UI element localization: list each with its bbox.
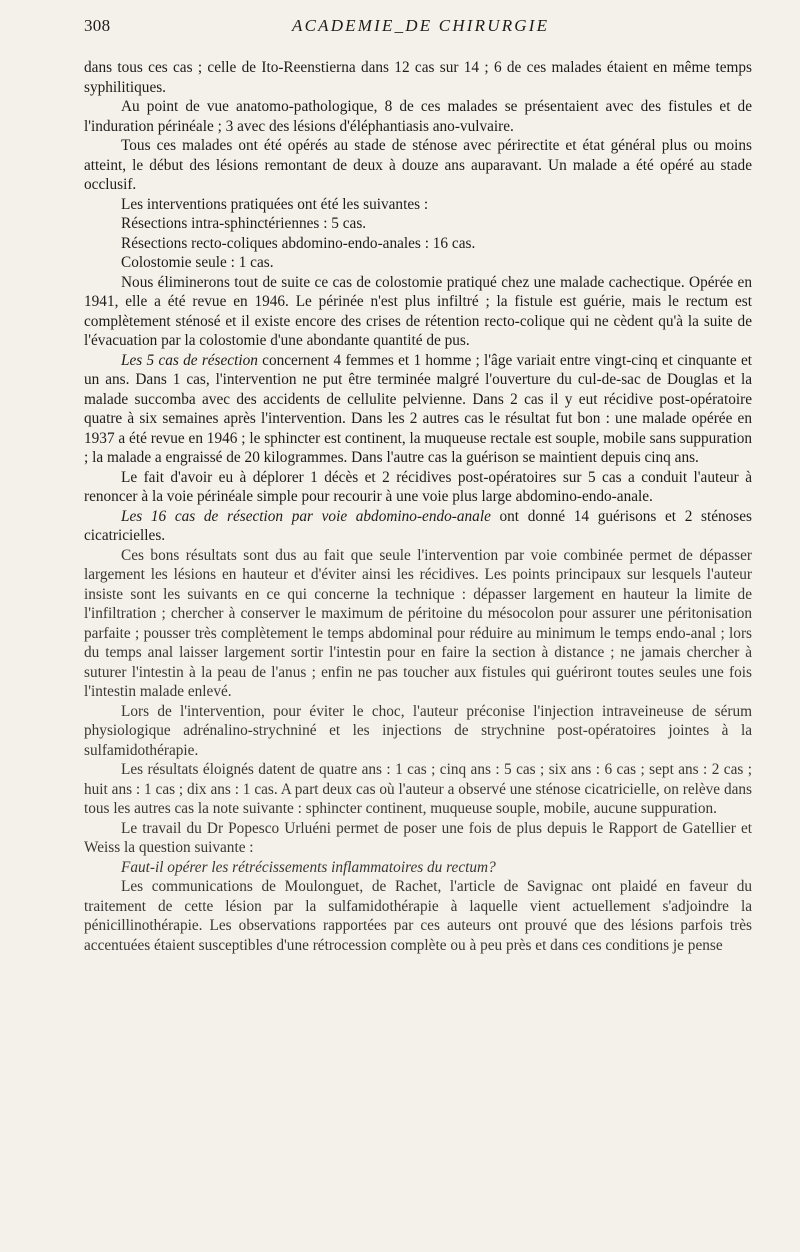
running-title: ACADEMIE_DE CHIRURGIE: [292, 16, 550, 35]
paragraph: [84, 702, 752, 761]
paragraph: [84, 546, 752, 702]
body-text: [84, 58, 752, 955]
text-segment: Les communications de Moulonguet, de Rachet, l'article de Savignac ont plaidé en faveur du traitement de cette lésion par la sulfamidothérapie à laquelle vient actuellement s'adjoindre la pénicillinothérapie. Les observations rapportées par ces auteurs ont prouvé que des lésions parfois très accentuées étaient susceptibles d'une rétrocession complète ou à peu près et dans ces conditions je pense: [84, 878, 752, 954]
page-number: 308: [84, 16, 111, 35]
paragraph: [84, 760, 752, 819]
text-segment: dans tous ces cas ; celle de Ito-Reenstierna dans 12 cas sur 14 ; 6 de ces malades étaient en même temps syphilitiques.: [84, 59, 752, 96]
list-item: [84, 253, 752, 273]
text-segment: Colostomie seule : 1 cas.: [121, 254, 274, 271]
page-header: [84, 14, 752, 44]
list-item: [84, 234, 752, 254]
paragraph: [84, 136, 752, 195]
paragraph: [84, 507, 752, 546]
text-segment: Au point de vue anatomo-pathologique, 8 de ces malades se présentaient avec des fistules et de l'induration périnéale ; 3 avec des lésions d'éléphantiasis ano-vulvaire.: [84, 98, 752, 135]
text-segment: Résections recto-coliques abdomino-endo-anales : 16 cas.: [121, 234, 476, 252]
list-item: [84, 214, 752, 234]
text-segment: Le fait d'avoir eu à déplorer 1 décès et 2 récidives post-opératoires sur 5 cas a conduit l'auteur à renoncer à la voie périnéale simple pour recourir à une voie plus large abdomino-endo-anale.: [84, 468, 752, 505]
text-segment: Ces bons résultats sont dus au fait que seule l'intervention par voie combinée permet de dépasser largement les lésions en hauteur et d'éviter ainsi les récidives. Les points principaux sur lesquels l'auteur insiste sont les suivants en ce qui concerne la technique : dépasser largement en hauteur la limite de l'infiltration ; chercher à conserver le maximum de péritoine du mésocolon pour assurer une péritonisation parfaite ; pousser très complètement le temps abdominal pour réduire au minimum le temps endo-anal ; lors du temps anal laisser largement sortir l'intestin pour en faire la section à distance ; ne jamais chercher à suturer l'intestin à la peau de l'anus ; enfin ne pas toucher aux fistules qui guériront toutes seules une fois l'intestin malade enlevé.: [84, 546, 752, 700]
text-segment: Nous éliminerons tout de suite ce cas de colostomie pratiqué chez une malade cachectique. Opérée en 1941, elle a été revue en 1946. Le périnée n'est plus infiltré ; la fistule est guérie, mais le rectum est complètement sténosé et il existe encore des crises de rétention recto-colique qui ne cèdent qu'à la suite de l'évacuation par la colostomie d'une abondante quantité de pus.: [84, 273, 752, 349]
italic-heading: Les 5 cas de résection: [121, 351, 258, 369]
text-segment: Les interventions pratiquées ont été les suivantes :: [121, 195, 429, 213]
text-segment: Résections intra-sphinctériennes : 5 cas.: [121, 215, 367, 232]
paragraph: [84, 858, 752, 878]
paragraph: [84, 58, 752, 97]
text-segment: Tous ces malades ont été opérés au stade de sténose avec périrectite et état général plus ou moins atteint, le début des lésions remontant de deux à douze ans auparavant. Un malade a été opéré au stade occlusif.: [84, 137, 752, 193]
paragraph: [84, 819, 752, 858]
italic-heading: Faut-il opérer les rétrécissements inflammatoires du rectum?: [121, 858, 496, 876]
paragraph: [84, 351, 752, 468]
paragraph: [84, 273, 752, 351]
text-segment: concernent 4 femmes et 1 homme ; l'âge variait entre vingt-cinq et cinquante et un ans. Dans 1 cas, l'intervention ne put être terminée malgré l'ouverture du cul-de-sac de Douglas et la malade succomba avec des accidents de cellulite pelvienne. Dans 2 cas il y eut récidive post-opératoire quatre à six semaines après l'intervention. Dans les 2 autres cas le résultat fut bon : une malade opérée en 1937 a été revue en 1946 ; le sphincter est continent, la muqueuse rectale est souple, mobile sans suppuration ; la malade a engraissé de 20 kilogrammes. Dans l'autre cas la guérison se maintient depuis cinq ans.: [84, 351, 752, 466]
text-segment: ont donné 14 guérisons et 2 sténoses cicatricielles.: [84, 507, 752, 544]
paragraph: [84, 468, 752, 507]
text-segment: Le travail du Dr Popesco Urluéni permet de poser une fois de plus depuis le Rapport de Gatellier et Weiss la question suivante :: [84, 819, 752, 856]
paragraph: [84, 877, 752, 955]
italic-heading: Les 16 cas de résection par voie abdomino-endo-anale: [121, 507, 491, 525]
paragraph: [84, 97, 752, 136]
text-segment: Lors de l'intervention, pour éviter le choc, l'auteur préconise l'injection intraveineuse de sérum physiologique adrénalino-strychniné et les injections de strychnine post-opératoires jointes à la sulfamidothérapie.: [84, 702, 752, 759]
paragraph: [84, 195, 752, 215]
text-segment: Les résultats éloignés datent de quatre ans : 1 cas ; cinq ans : 5 cas ; six ans : 6 cas ; sept ans : 2 cas ; huit ans : 1 cas ; dix ans : 1 cas. A part deux cas où l'auteur a observé une sténose cicatricielle, on relève dans tous les autres cas la note suivante : sphincter continent, muqueuse souple, mobile, aucune suppuration.: [84, 761, 752, 817]
